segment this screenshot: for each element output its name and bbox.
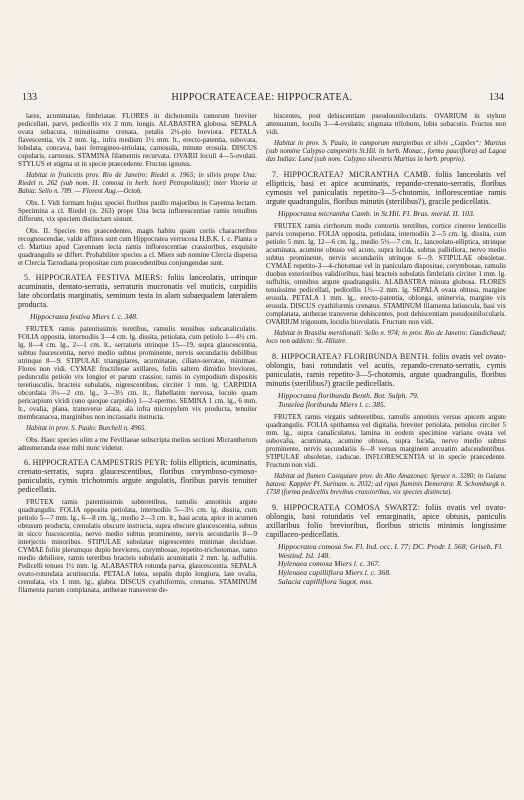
species-name: 7. HIPPOCRATEA? MICRANTHA CAMB. (272, 169, 431, 179)
species-diagnosis: foliis lanceolatis, utrinque acuminatis, dentato-serratis, serraturis mucronatis vel muticis, carpidiis late obcordatis marginatis, seminum testa in alam subaequalem lateralem producta. (18, 272, 257, 309)
description-continued: hiscentes, post dehiscentiam pseudounilocularis. OVARIUM in stylum attenuatum, loculis 3—4-ovulatis; stigmata trilobum, lobis subacutis. Fructus non vidi. (266, 112, 506, 136)
synonym-list (266, 543, 506, 587)
right-column (266, 112, 506, 591)
species-description: FRUTEX ramis virgatis subteretibus, ramulis annotinis versus apicem argute quadrangulis. FOLIA spithamea vel digitalia, breviter petiolata, petiolus circiter 5 mm. lg., supra canaliculatus, lamina in eodem specimine varians ovata vel subovalia, acuminata, acumine obtuso, supra lucida, nervo medio subtus prominente, nervis secundariis 6—8 versus marginem arcuatim adscendentibus. STIPULAE obsoletae, caducae. INFLORESCENTIA ut in specie praecedente. Fructum non vidi. (266, 413, 506, 470)
species-name: 9. HIPPOCRATEA COMOSA SWARTZ: (272, 502, 421, 512)
left-column (18, 112, 257, 598)
page-number-right: 134 (489, 92, 504, 103)
species-heading-8 (266, 352, 506, 388)
species-heading-5 (18, 273, 257, 309)
species-heading-9 (266, 503, 506, 539)
species-diagnosis: foliis ovatis vel ovato-oblongis, basi rotundatis vel acutis, repando-crenato-serratis, cymis paniculatis, ramis repetito-3—5-chotomis, argute quadrangulis, floribus minutis (sterilibus?) gracile pedicellatis. (266, 351, 507, 388)
species-name: 5. HIPPOCRATEA FESTIVA MIERS: (24, 272, 163, 282)
species-name: 8. HIPPOCRATEA? FLORIBUNDA BENTH. (272, 351, 430, 361)
synonym: Hylenaea capilliflora Miers l. c. 368. (278, 568, 392, 578)
page-number-left: 133 (22, 92, 37, 103)
observation: Obs. Haec species olim a me Fevillaeae subscripta melius sectioni Micrantherum adnumeranda esse mihi nunc videtur. (18, 436, 257, 453)
synonym-list (266, 210, 506, 219)
synonym-list (266, 392, 506, 410)
synonym: Tontelea floribunda Miers l. c. 385. (278, 399, 386, 409)
observation-2: Obs. II. Species tres praecedentes, magis habitu quam certis characteribus recognoscendae, valde affines sunt cum Hippocratea verrucosa H.B.K. l. c. Planta a cl. Martius apud Cayennam lecta ramis inflorescentiae crassioribus, exquisite quadrangulis se differt. Probabiliter species a cl. Miers sub nomine Clercia dispersa et Clercia Tarrodiana propositae cum praecedentibus conjungendae sunt. (18, 226, 257, 267)
species-diagnosis: foliis lanceolatis vel ellipticis, basi et apice acuminatis, repando-crenato-serratis, floribus cymosis vel paniculatis repetito-3—5-chotomis, inflorescentiae ramis argute quadrangulis, floribus minutis (sterilibus?), gracile pedicellatis. (266, 169, 506, 206)
habitat-paragraph: Habitat ad flumen Casiquiare prov. do Alto Amazonas: Spruce n. 3280; in Guiana batava: Kappler Pl. Surinam. n. 2032; ad ripas fluminis Demerara: R. Schomburgk n. 1738 (forma pedicellis brevibus crassioribus, vix species distincta). (266, 472, 506, 496)
habitat-paragraph: Habitat in prov. S. Paulo, in camporum marginibus et silvis „Capões“: Martius (sub nomine Calypso campestris St.Hil. in herb. Monac., forma pauciflora) ad Lagoa das Indias: Lund (sub nom. Calypso silvestris Martius in herb. proprio). (266, 139, 506, 163)
synonym: Hippocratea micrantha Camb. in St.Hil. Fl. Bras. merid. II. 103. (278, 208, 475, 218)
synonym: Salacia capilliflora Sagot, mss. (278, 577, 374, 587)
species-heading-7 (266, 170, 506, 206)
running-title: HIPPOCRATEACEAE: HIPPOCRATEA. (171, 92, 353, 103)
species-diagnosis: foliis ovatis vel ovato-oblongis, basi rotundatis vel emarginatis, apice obtusis, paniculis axillaribus folio brevioribus, floribus strictis minimis longissime capillaceo-pedicellatis. (266, 502, 506, 539)
habitat-paragraph: Habitat in prov. S. Paulo: Burchell n. 4965. (26, 424, 147, 432)
habitat-paragraph: Habitat in Brasilia meridionali: Sello n. 974; in prov. Rio de Janeiro: Gaudichaud; loco non addicto: St.-Hilaire. (266, 329, 506, 345)
synonym: Hippocratea comosa Sw. Fl. Ind. occ. I. 77; DC. Prodr. I. 568; Griseb. Fl. Westind. Isl. 148. (278, 541, 504, 560)
synonym-list (18, 313, 257, 322)
species-name: 6. HIPPOCRATEA CAMPESTRIS PEYR: (24, 458, 169, 468)
species-description: FRUTEX ramis cirrhorum modo contortis teretibus, cortice cinereo lenticellis parvis consperso. FOLIA opposita, petiolata, internodiis 2—5 cm. lg. dissita, cum petiolo 5 mm. lg. 12—6 cm. lg., medio 5½—7 cm. lt., lanceolato-elliptica, utrinque acuminata, acumine obtuso vel acuto, supra lucida, subtus pallidiora, nervo medio subtus prominente, nervis secundariis utrinque 6—9. STIPULAE obsoletae. CYMAE repetito-3—4-chotomae vel in paniculam dispositae, corymbosae, ramulis duobus exterioribus validioribus, basi bracteis subulatis fimbriatis circiter 1 mm. lg. suffultis, omnibus argute quadrangulis. ALABASTRA minuta globosa. FLORES tenuissime pedicellati, pedicellis 1½—2 mm. lg. SEPALA ovata obtusa, margine erosula. PETALA 1 mm. lg., erecto-patentia, oblonga, uninervia, margine vix erosula. DISCUS cyathiformis crenatus. STAMINUM filamenta latiuscula, basi vix complanata, antherae transverse dehiscentes, post dehiscentiam pseudounilocularis. OVARIUM trigonum, loculis biovulatis. Fructum non vidi. (266, 222, 506, 327)
observation-1: Obs. I. Vidi formam hujus speciei floribus paullo majoribus in Cayenna lectam. Specimina a cl. Riedel (n. 263) prope Una lecta inflorescentiae ramis tenuibus differunt, vix speciem distinctam sistunt. (18, 199, 257, 223)
species-diagnosis: foliis ellipticis, acuminatis, crenato-serratis, supra glaucescentibus, floribus corymboso-cymoso-paniculatis, cymis trichotomis argute angulatis, floribus parvis tenuiter pedicellatis. (18, 458, 258, 495)
species-description: FRUTEX ramis patentissimis teretibus, ramulis tenuibus subcanaliculatis. FOLIA opposita, internodiis 3—4 cm. lg. dissita, petiolata, cum petiolo 1—4½ cm. lg. 8—4 cm. lg., 2—1 cm. lt., serraturis utrinque 15—19, supra glaucescentia, subtus fuscescentia, nervo medio subtus prominente, nervis secundariis debilibus utrinque 8—9. STIPULAE triangulares, acuminatae, ciliato-serratae, minimae. Flores non vidi. CYMAE fructiferae axillares, foliis saltem dimidio breviores, pedunculis petiolo vix longior et parum crassior, ramis in cympodium dispositis teretiusculis, bracteis subulatis, nigrescentibus, circiter 1 mm. lg. CARPIDIA obcordata 3½—2 cm. lg., 3—3½ cm. lt., flabellatim nervosa, loculo quam pericarpium viridi (uno quoque carpidio) 1—2-spermo. SEMINA 1 cm. lg., 6 mm. lt., ovalia, plana, transverse alata, ala infra micropylem vix producta, tenuiter membranacea, marginibus non incrassatis instructa. (18, 325, 257, 422)
species-description: FRUTEX ramis patentissimis subteretibus, ramulis annotinis argute quadrangulis. FOLIA opposita petiolata, internodiis 5—3½ cm. lg. dissita, cum petiolo 5—7 mm. lg., 6—8 cm. lg., medio 2—3 cm. lt., basi acuta, apice in acumen obtusum producta, crenulatis obscure instructa, supra obscure glaucescentia, subtus in sicco fuscescentia, nervo medio subtus prominente, nervis secundariis 8—9 interjectis minoribus. STIPULAE subulatae nigrescentes minimae deciduae. CYMAE foliis plerumque duplo breviores, corymbosae, repetito-trichotomae, ramo medio debiliore, ramis teretibus bracteis subulatis acuminatis 2 mm. lg. suffultis. Pedicelli tenues 1½ mm. lg. ALABASTRA rotunda parva, glaucescentia. SEPALA ovato-rotundata acutiuscula. PETALA lutea, sepalis duplo longiora, late ovalia, crenulata, vix 1 mm. lg., glabra. DISCUS cyathiformis, crenatus. STAMINUM filamenta parum complanata, antherae transverse de- (18, 498, 257, 595)
habitat-paragraph: Habitat in fruticetis prov. Rio de Janeiro: Riedel n. 1965; in silvis prope Una: Riedel n. 262 (sub nom. H. comosa in herb. horti Petropolitani); inter Vitoria et Bahia: Sello n. 789. — Florent Aug.—Octob. (18, 171, 257, 195)
running-header (18, 92, 506, 106)
synonym: Hylenaea comosa Miers l. c. 367. (278, 559, 381, 569)
synonym: Hippocratea floribunda Benth. Bot. Sulph. 79. (278, 390, 419, 400)
description-continued: lares, acuminatae, fimbriatae. FLORES in dichotomiis ramorum breviter pedicellati, parvi, pedicellis vix 2 mm. longis. ALABASTRA globosa. SEPALA ovata subacuta, minutissime crenata, petalis 2½-plo breviora. PETALA flavescentia, vix 2 mm. lg., infra medium 1½ mm. lt., erecto-patentia, subovata, lobulata, concava, basi ferrugineo-striolata, carnosula, minute erosula. DISCUS cupularis, carnosus. STAMINA filamentis recurvata. OVARII loculi 4—5-ovulati. STYLUS et stigma ut in specie praecedente. Fructus ignotus. (18, 112, 257, 168)
species-heading-6 (18, 458, 257, 494)
synonym: Hippocratea festiva Miers l. c. 348. (30, 311, 138, 321)
